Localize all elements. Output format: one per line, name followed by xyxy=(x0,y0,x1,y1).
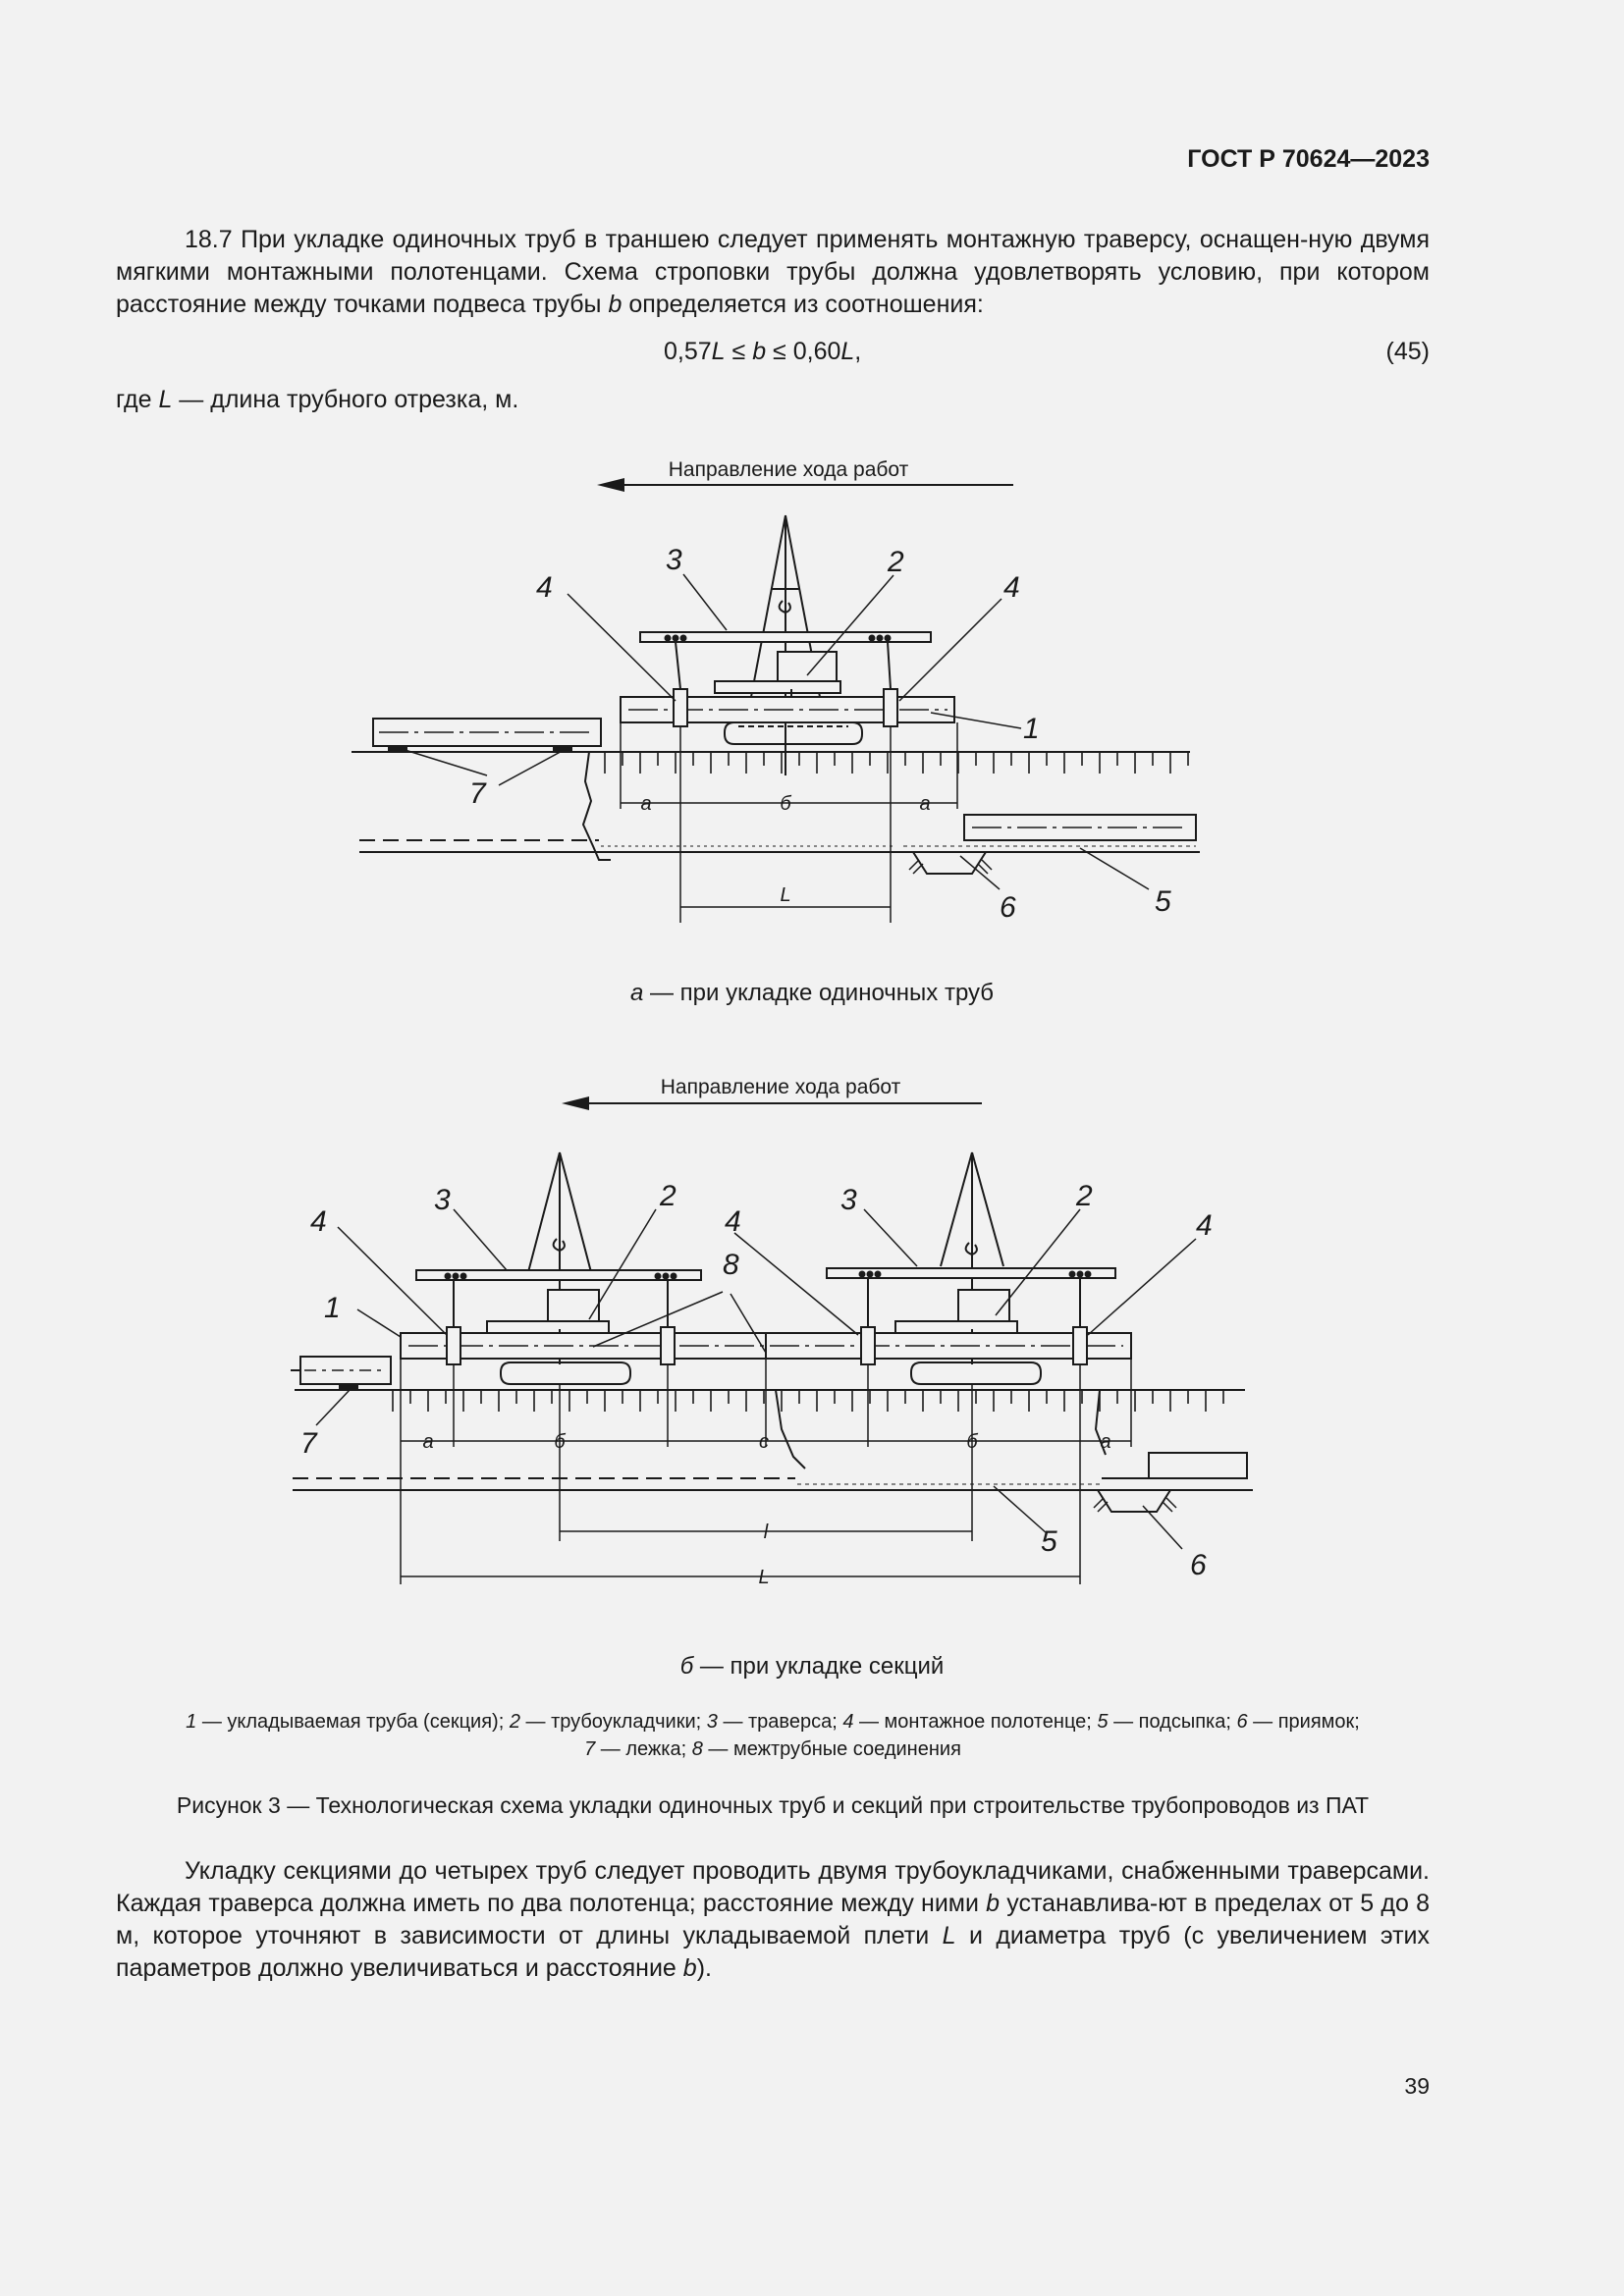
figure-b-dim-L: L xyxy=(758,1567,770,1588)
figure-a-dim-L: L xyxy=(780,884,791,906)
figure-b-dim-b-left: б xyxy=(554,1431,566,1453)
figure-b-dim-a-left: а xyxy=(422,1431,434,1453)
figure-a-callout-4-right: 4 xyxy=(1003,571,1020,604)
document-code: ГОСТ Р 70624—2023 xyxy=(1187,145,1430,173)
figure-b-callout-3-left: 3 xyxy=(434,1184,451,1216)
figure-b-stored-pipe xyxy=(291,1357,391,1390)
figure-b-callout-3-right: 3 xyxy=(840,1184,857,1216)
figure-a-direction-label: Направление хода работ xyxy=(668,458,909,481)
figure-a-callout-7: 7 xyxy=(469,777,486,810)
figure-b-direction-arrow xyxy=(562,1096,982,1110)
figure-b-sublabel: б — при укладке секций xyxy=(679,1653,945,1680)
figure-b-callout-5: 5 xyxy=(1041,1525,1057,1558)
figure-a-dim-a-left: а xyxy=(640,793,652,815)
formula-number: (45) xyxy=(1385,338,1430,365)
figure-b-dimensions xyxy=(401,1359,1131,1584)
figure-b-callout-1: 1 xyxy=(324,1292,341,1324)
page-number: 39 xyxy=(1404,2073,1430,2099)
figure-a-callout-3: 3 xyxy=(666,544,682,576)
figure-b-callout-7: 7 xyxy=(300,1427,317,1460)
figure-b-callout-2-right: 2 xyxy=(1076,1180,1093,1212)
paragraph-sections: Укладку секциями до четырех труб следует проводить двумя трубоукладчиками, снабженными траверсами. Каждая траверса должна иметь по два полотенца; расстояние между ними b устанавлива-ют в пределах от 5 до 8 м, которое уточняют в зависимости от длины укладываемой плети L и диаметра труб (с увеличением этих параметров должно увеличиваться и расстояние b). xyxy=(116,1857,1431,1982)
figure-b-laid-pipe xyxy=(1102,1453,1247,1478)
figure-a-dim-a-right: а xyxy=(919,793,931,815)
paragraph-18-7: 18.7 При укладке одиночных труб в траншею следует применять монтажную траверсу, оснащен-ную двумя мягкими монтажными полотенцами. Схема строповки трубы должна удовлетворять условию, при котором расстояние между точками подвеса трубы b определяется из соотношения: xyxy=(116,226,1430,318)
figure-b-callout-4-left: 4 xyxy=(310,1205,327,1238)
figure-b-trench-bottom xyxy=(293,1478,1253,1490)
figure-b-callout-6: 6 xyxy=(1190,1549,1207,1581)
figure-b-dim-b-right: б xyxy=(966,1431,978,1453)
figure-b-callout-4-middle: 4 xyxy=(725,1205,741,1238)
figure-b-sling-4 xyxy=(1073,1327,1087,1364)
figure-caption: Рисунок 3 — Технологическая схема укладки одиночных труб и секций при строительстве трубопроводов из ПАТ xyxy=(176,1792,1370,1818)
figure-a-dim-b: б xyxy=(780,793,791,815)
figure-b-dim-c: с xyxy=(759,1431,769,1453)
figure-b-callout-2-left: 2 xyxy=(660,1180,677,1212)
figure-b-dim-l: l xyxy=(763,1522,769,1543)
formula-expression: 0,57L ≤ b ≤ 0,60L, xyxy=(664,338,862,365)
where-clause: где L — длина трубного отрезка, м. xyxy=(116,386,519,413)
figure-b-dim-a-right: а xyxy=(1100,1431,1111,1453)
figure-b-pipe-section xyxy=(401,1333,1131,1359)
figure-b-pit xyxy=(1094,1490,1176,1512)
figure-b-sling-1 xyxy=(447,1327,460,1364)
figure-legend: 1 — укладываемая труба (секция); 2 — трубоукладчики; 3 — траверса; 4 — монтажное полотенце; 5 — подсыпка; 6 — приямок; 7 — лежка; 8 — межтрубные соединения xyxy=(186,1711,1360,1760)
figure-b-leaders xyxy=(316,1209,1196,1549)
figure-a-callout-2: 2 xyxy=(888,546,904,578)
figure-a-callout-1: 1 xyxy=(1023,713,1040,745)
figure-b-callout-4-right: 4 xyxy=(1196,1209,1213,1242)
figure-a-callout-5: 5 xyxy=(1155,885,1171,918)
figure-a-sublabel: а — при укладке одиночных труб xyxy=(629,980,995,1006)
figure-a-callout-4-left: 4 xyxy=(536,571,553,604)
figure-b-ground xyxy=(295,1390,1245,1468)
figure-a-callout-6: 6 xyxy=(1000,891,1016,924)
figure-b-callout-8: 8 xyxy=(723,1249,739,1281)
figure-b-direction-label: Направление хода работ xyxy=(660,1076,901,1098)
figure-b-sling-2 xyxy=(661,1327,675,1364)
figure-b-sling-3 xyxy=(861,1327,875,1364)
